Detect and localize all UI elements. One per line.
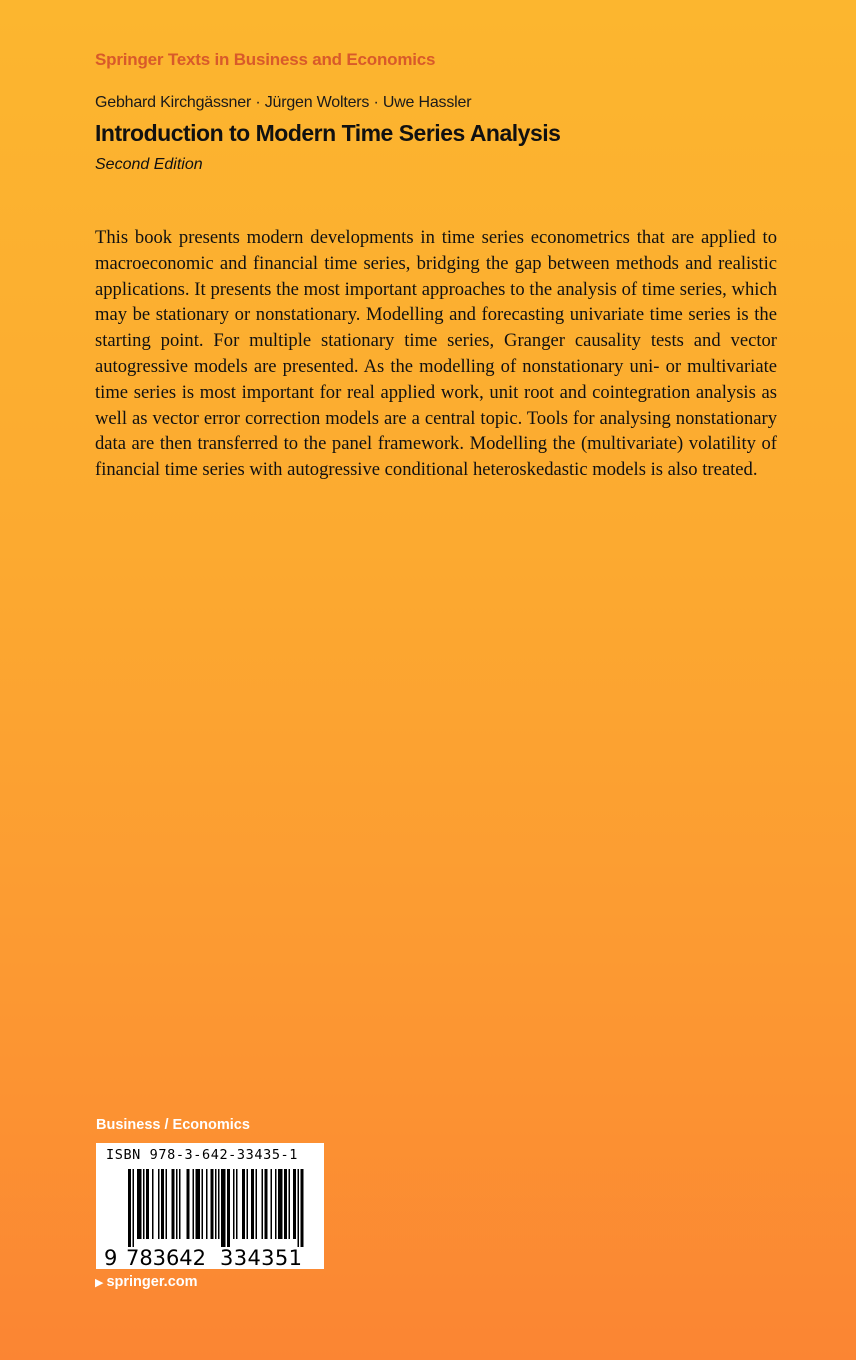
isbn-barcode [96,1143,324,1269]
barcode-bar [128,1169,131,1247]
barcode-bar [187,1169,190,1239]
barcode-bar [236,1169,238,1239]
barcode-bar [218,1169,220,1239]
barcode-bar [133,1169,135,1247]
barcode-bar [242,1169,245,1239]
barcode-bar [166,1169,168,1239]
barcode-bar [256,1169,258,1239]
barcode-bar [202,1169,204,1239]
barcode-digits-right: 334351 [220,1246,302,1269]
website-label: springer.com [106,1274,198,1290]
barcode-bar [284,1169,287,1239]
barcode-graphic [96,1169,324,1269]
barcode-bar [227,1169,230,1247]
barcode-bar [161,1169,164,1239]
series-name: Springer Texts in Business and Economics [95,50,436,69]
barcode-bar [262,1169,264,1239]
barcode-bar [247,1169,249,1239]
barcode-bar [298,1169,300,1247]
barcode-bar [278,1169,283,1239]
barcode-bar [196,1169,201,1239]
barcode-digits-left: 783642 [126,1246,206,1269]
authors: Gebhard Kirchgässner · Jürgen Wolters · Uwe Hassler [95,94,472,111]
barcode-bar [137,1169,142,1239]
barcode-bar [193,1169,195,1239]
book-title: Introduction to Modern Time Series Analysis [95,120,561,146]
barcode-digit-first: 9 [104,1246,118,1269]
barcode-bar [215,1169,217,1239]
barcode-bar [146,1169,149,1239]
barcode-bar [206,1169,208,1239]
barcode-bar [176,1169,178,1239]
barcode-bar [251,1169,254,1239]
barcode-bar [158,1169,160,1239]
barcode-bar [265,1169,268,1239]
category-label: Business / Economics [96,1117,250,1133]
barcode-bar [233,1169,235,1239]
barcode-bar [301,1169,304,1247]
barcode-bars [128,1169,304,1247]
barcode-bar [172,1169,175,1239]
edition-label: Second Edition [95,156,203,173]
barcode-bar [211,1169,214,1239]
barcode-bar [143,1169,145,1239]
barcode-bar [179,1169,181,1239]
barcode-bar [275,1169,277,1239]
barcode-bar [221,1169,226,1247]
barcode-bar [293,1169,296,1239]
barcode-bar [289,1169,291,1239]
publisher-website[interactable] [95,1274,198,1290]
isbn-label: ISBN 978-3-642-33435-1 [106,1147,299,1163]
barcode-bar [152,1169,154,1239]
barcode-bar [271,1169,273,1239]
blurb-text: This book presents modern developments in time series econometrics that are applied to macroeconomic and financial time series, bridging the gap between methods and realistic applications. It presents the most important approaches to the analysis of time series, which may be stationary or nonstationary. Modelling and forecasting univariate time series is the starting point. For multiple stationary time series, Granger causality tests and vector autogressive models are presented. As the modelling of nonstationary uni- or multivariate time series is most important for real applied work, unit root and cointegration analysis as well as vector error correction models are a central topic. Tools for analysing nonstationary data are then transferred to the panel framework. Modelling the (multivariate) volatility of financial time series with autogressive conditional heteroskedastic models is also treated. [95,227,777,481]
arrow-right-icon: ▶ [95,1277,104,1289]
